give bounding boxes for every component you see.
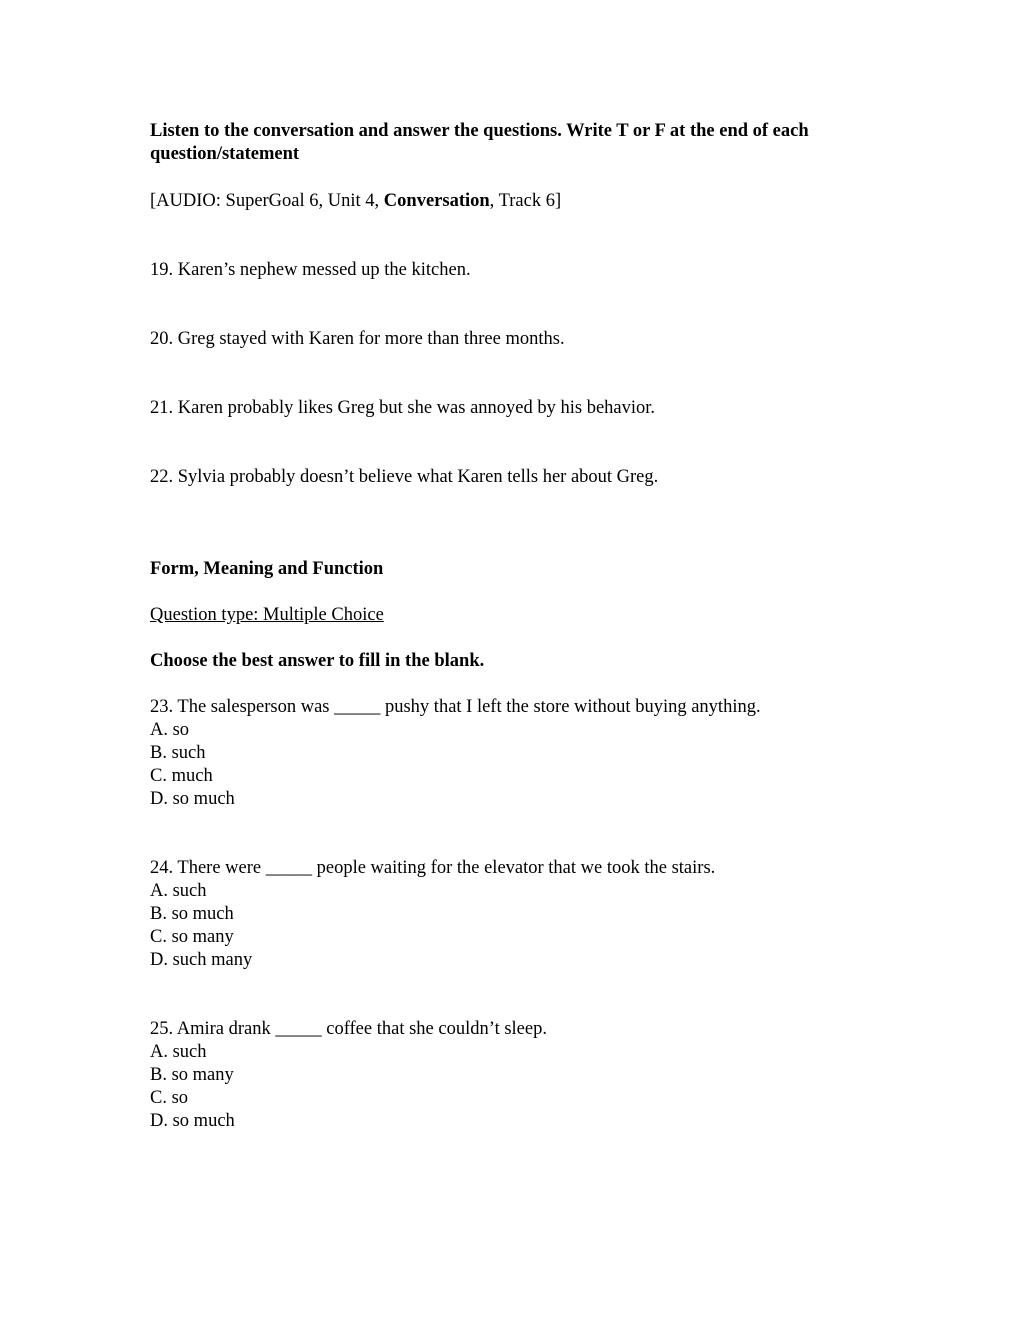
option-b: B. so many [150, 1065, 234, 1085]
question-25 [150, 1018, 547, 1133]
question-type: Question type: Multiple Choice [150, 605, 384, 625]
listening-instruction: Listen to the conversation and answer the questions. Write T or F at the end of each question/statement [150, 121, 809, 164]
question-stem: 24. There were _____ people waiting for the elevator that we took the stairs. [150, 858, 716, 878]
audio-suffix: , Track 6] [489, 191, 562, 211]
statement-19: 19. Karen’s nephew messed up the kitchen. [150, 260, 471, 280]
option-d: D. so much [150, 789, 235, 809]
option-c: C. much [150, 766, 213, 786]
option-a: A. such [150, 1042, 207, 1062]
question-23 [150, 696, 761, 811]
question-24 [150, 857, 715, 972]
statement-20: 20. Greg stayed with Karen for more than three months. [150, 329, 565, 349]
option-b: B. such [150, 743, 206, 763]
option-a: A. such [150, 881, 207, 901]
option-b: B. so much [150, 904, 234, 924]
statement-21: 21. Karen probably likes Greg but she was annoyed by his behavior. [150, 398, 656, 418]
option-c: C. so many [150, 927, 234, 947]
audio-bold: Conversation [383, 191, 490, 211]
audio-prefix: [AUDIO: SuperGoal 6, Unit 4, [150, 191, 384, 211]
section-heading: Form, Meaning and Function [150, 559, 384, 579]
question-stem: 23. The salesperson was _____ pushy that I left the store without buying anything. [150, 697, 761, 717]
option-c: C. so [150, 1088, 189, 1108]
statement-22: 22. Sylvia probably doesn’t believe what Karen tells her about Greg. [150, 467, 659, 487]
option-d: D. so much [150, 1111, 235, 1131]
audio-reference [150, 190, 561, 213]
mc-instruction: Choose the best answer to fill in the blank. [150, 651, 485, 671]
question-stem: 25. Amira drank _____ coffee that she couldn’t sleep. [150, 1019, 547, 1039]
option-a: A. so [150, 720, 190, 740]
option-d: D. such many [150, 950, 253, 970]
